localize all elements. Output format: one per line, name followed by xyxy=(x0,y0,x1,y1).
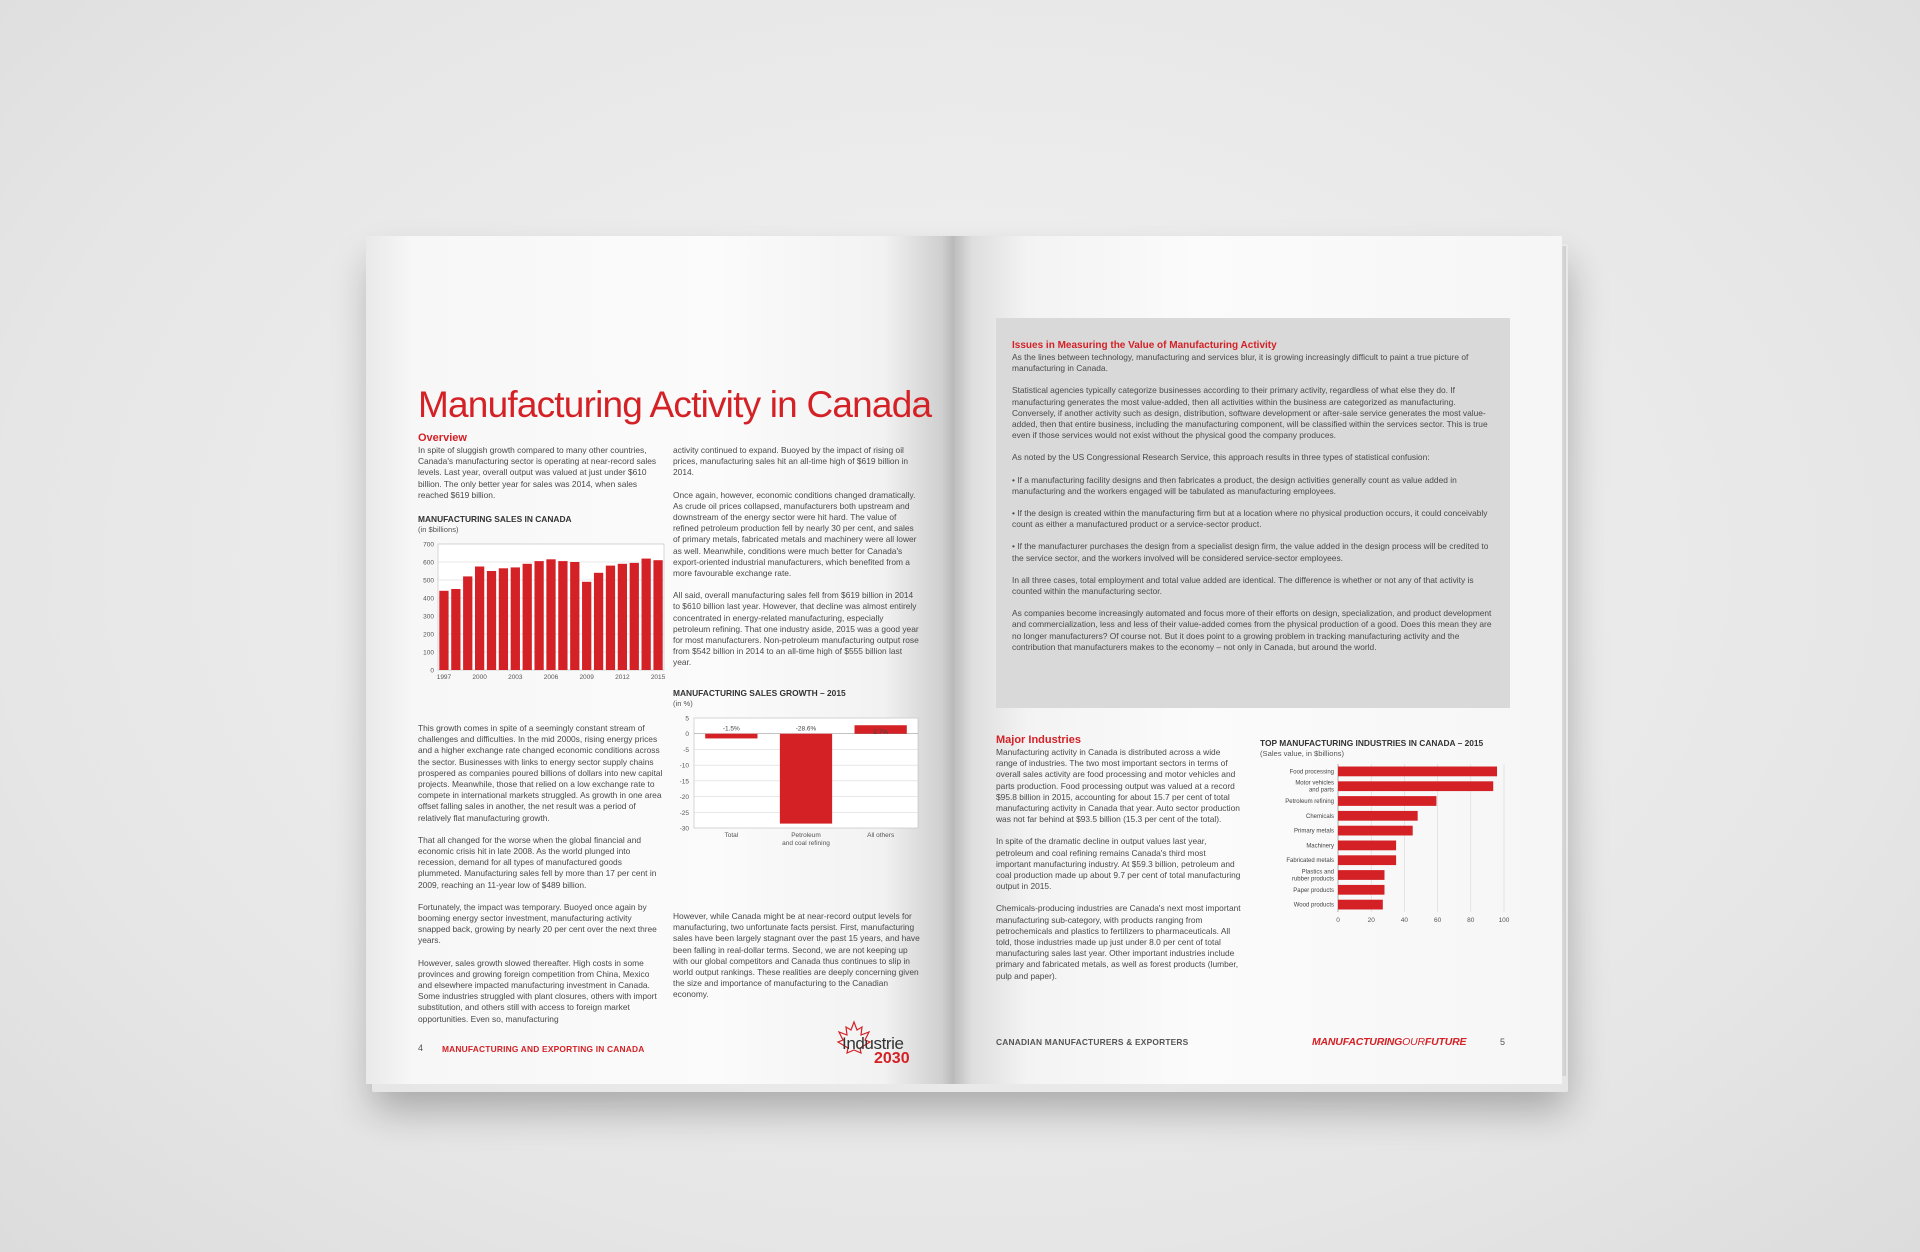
y-tick-label: Paper products xyxy=(1293,887,1334,894)
left-page xyxy=(366,236,954,1084)
data-label: -28.6% xyxy=(795,725,817,733)
bar xyxy=(1338,855,1396,865)
bar xyxy=(534,561,543,670)
box-heading: Issues in Measuring the Value of Manufacturing Activity xyxy=(1012,340,1277,351)
right-page xyxy=(954,236,1562,1084)
sales-growth-chart xyxy=(666,714,926,852)
bar xyxy=(1338,826,1413,836)
paragraph: This growth comes in spite of a seemingly constant stream of challenges and difficulties. In the mid 2000s, rising energy prices and a higher exchange rate changed economic conditions across the sector. Businesses with links to energy sector supply chains prospered as companies poured billions of dollars into new capital projects. Meanwhile, those that relied on a low exchange rate to compete in international markets struggled. As growth in one area offset falling sales in another, the net result was a period of relatively flat manufacturing growth. xyxy=(418,723,663,823)
bar xyxy=(523,564,532,670)
paragraph: • If a manufacturing facility designs and then fabricates a product, the design activities generally count as value added in manufacturing and the workers engaged will be tabulated as manufacturing employees. xyxy=(1012,474,1457,496)
top-industries-chart xyxy=(1252,760,1512,928)
y-tick-label: Fabricated metals xyxy=(1286,858,1334,865)
x-tick-label: 20 xyxy=(1367,917,1375,924)
y-tick-label: 100 xyxy=(423,649,434,657)
brand-bold: MANUFACTURING xyxy=(1312,1036,1403,1048)
footer-title: MANUFACTURING AND EXPORTING IN CANADA xyxy=(442,1044,645,1054)
y-tick-label: 5 xyxy=(685,715,689,723)
y-tick-label: 500 xyxy=(423,577,434,585)
x-tick-label: 60 xyxy=(1433,917,1442,924)
x-tick-label: 80 xyxy=(1467,917,1475,924)
y-tick-label: 0 xyxy=(685,731,689,739)
bar xyxy=(511,567,520,670)
x-tick-label: 0 xyxy=(1336,917,1340,924)
bar xyxy=(594,573,603,670)
paragraph: Statistical agencies typically categorize businesses according to their primary activity, regardless of what else they do. If manufacturing generates the most value-added, then all activities within the business are categorized as manufacturing. Conversely, if another activity such as design, distribution, software development or after-sale service generates the most value-added, then that entire business, including the manufacturing component, will be classified within the services sector. This is true even if those services would not exist without the physical good the company produces. xyxy=(1012,385,1488,441)
paragraph: As the lines between technology, manufacturing and services blur, it is growing increasingly difficult to paint a true picture of manufacturing in Canada. xyxy=(1012,352,1469,374)
box-body xyxy=(1012,352,1500,664)
y-tick-label: Plastics and xyxy=(1301,869,1334,876)
industrie-2030-logo xyxy=(834,1020,934,1078)
x-tick-label: 1997 xyxy=(436,674,452,681)
page-number: 5 xyxy=(1500,1037,1506,1047)
y-tick-label: 300 xyxy=(423,613,434,621)
bar xyxy=(463,576,472,670)
overview-heading: Overview xyxy=(418,432,467,444)
x-tick-label: 2003 xyxy=(508,674,523,681)
x-tick-label: 2009 xyxy=(579,674,594,681)
chart2-subtitle: (in %) xyxy=(673,699,693,708)
manufacturing-our-future-brand xyxy=(1312,1036,1466,1048)
bar xyxy=(1338,811,1418,821)
paragraph: In all three cases, total employment and total value added are identical. The difference is whether or not any of that activity is counted within the manufacturing sector. xyxy=(1012,574,1474,597)
bar xyxy=(1338,796,1436,806)
chart2-title: MANUFACTURING SALES GROWTH – 2015 xyxy=(673,688,846,698)
col2-body xyxy=(673,445,921,680)
y-tick-label: Wood products xyxy=(1293,902,1334,909)
paragraph: However, while Canada might be at near-record output levels for manufacturing, two unfortunate facts persist. First, manufacturing sales have been largely stagnant over the past 15 years, and have been falling in real-dollar terms. Second, we are not keeping up with our global competitors and Canada thus continues to slip in world output rankings. These realities are deeply concerning given the size and importance of manufacturing to the Canadian economy. xyxy=(673,911,920,1000)
bar xyxy=(1338,885,1384,895)
x-tick-label: 100 xyxy=(1498,917,1510,924)
chart1-subtitle: (in $billions) xyxy=(418,525,459,534)
bar xyxy=(487,571,496,670)
y-tick-label: and parts xyxy=(1308,787,1334,794)
col1-body xyxy=(418,723,664,1036)
bar xyxy=(558,561,567,670)
paragraph: activity continued to expand. Buoyed by the impact of rising oil prices, manufacturing sales hit an all-time high of $619 billion in 2014. xyxy=(673,445,909,478)
bar xyxy=(475,567,484,671)
paragraph: In spite of sluggish growth compared to many other countries, Canada's manufacturing sector is operating at near-record sales levels. Last year, overall output was valued at just under $610 billion. The only better year for sales was 2014, when sales reached $619 billion. xyxy=(418,445,657,500)
bar xyxy=(1338,841,1396,851)
bar xyxy=(451,589,460,670)
bar xyxy=(582,582,591,670)
brand-light: OUR xyxy=(1402,1036,1425,1048)
logo-word: Industrie xyxy=(842,1034,904,1053)
chart3-subtitle: (Sales value, in $billions) xyxy=(1260,749,1344,758)
y-tick-label: 400 xyxy=(423,595,434,603)
x-tick-label: 2015 xyxy=(650,674,666,681)
bar xyxy=(642,559,651,670)
paragraph: • If the design is created within the manufacturing firm but at a location where no physical production occurs, it could conceivably count as either a manufactured product or a service-sector product. xyxy=(1012,508,1488,530)
bar xyxy=(630,563,639,670)
paragraph: Once again, however, economic conditions changed dramatically. As crude oil prices collapsed, manufacturers both upstream and downstream of the energy sector were hit hard. The value of refined petroleum production fell by nearly 30 per cent, and sales of primary metals, fabricated metals and machinery were all lower as well. Meanwhile, conditions were much better for Canada's export-oriented industrial manufacturers, which benefited from a more favourable exchange rate. xyxy=(673,489,917,579)
sidebar-box xyxy=(996,318,1510,708)
y-tick-label: -5 xyxy=(683,746,689,754)
paragraph: That all changed for the worse when the global financial and economic crisis hit in late 2008. As the world plunged into recession, demand for all types of manufactured goods plummeted. Manufacturing sales fell by more than 17 per cent in 2009, reaching an 11-year low of $489 billion. xyxy=(418,834,657,890)
y-tick-label: Primary metals xyxy=(1293,828,1334,835)
x-tick-label: 2006 xyxy=(543,674,559,681)
y-tick-label: 600 xyxy=(423,559,434,567)
paragraph: Fortunately, the impact was temporary. Buoyed once again by booming energy sector investment, manufacturing activity snapped back, growing by nearly 20 per cent over the next three years. xyxy=(418,901,657,946)
bar xyxy=(1338,870,1384,880)
x-tick-label: and coal refining xyxy=(782,840,830,847)
paragraph: In spite of the dramatic decline in output values last year, petroleum and coal refining remains Canada's third most important manufacturing industry. At $59.3 billion, petroleum and coal production made up about 9.7 per cent of total manufacturing output in 2015. xyxy=(996,836,1241,892)
bar xyxy=(606,566,615,670)
y-tick-label: -15 xyxy=(679,778,689,786)
x-tick-label: All others xyxy=(867,832,895,839)
x-tick-label: 40 xyxy=(1400,917,1409,924)
data-label: -1.5% xyxy=(722,725,740,733)
bar xyxy=(499,568,508,670)
bar xyxy=(570,562,579,670)
chart3-title: TOP MANUFACTURING INDUSTRIES IN CANADA – 2015 xyxy=(1260,738,1484,748)
paragraph: Chemicals-producing industries are Canada's next most important manufacturing sub-category, with products ranging from petrochemicals and plastics to fertilizers to pharmaceuticals. All told, those industries made up just under 8.0 per cent of total manufacturing sales last year. Other important industries include primary and fabricated metals, as well as forest products (lumber, pulp and paper). xyxy=(996,903,1241,981)
bar xyxy=(653,560,662,670)
y-tick-label: -30 xyxy=(679,825,689,833)
x-tick-label: 2000 xyxy=(472,674,487,681)
bar xyxy=(1338,900,1383,910)
y-tick-label: -20 xyxy=(679,794,689,802)
col1-intro xyxy=(418,445,664,512)
x-tick-label: Total xyxy=(724,832,739,839)
brand-bold-2: FUTURE xyxy=(1424,1036,1467,1048)
bar xyxy=(439,591,448,670)
y-tick-label: rubber products xyxy=(1291,876,1334,883)
col2-body-lower xyxy=(673,911,923,1012)
y-tick-label: 700 xyxy=(423,541,434,549)
paragraph: However, sales growth slowed thereafter. High costs in some provinces and growing foreign competition from China, Mexico and elsewhere impacted manufacturing investment in Canada. Some industries struggled with plant closures, others with import substitution, and others still with access to foreign market opportunities. Even so, manufacturing xyxy=(418,957,657,1024)
paragraph: As companies become increasingly automated and focus more of their efforts on design, specialization, and product development and commercialization, less and less of their value-added comes from the physical production of a good. Does this mean they are no longer manufacturers? Of course not. But it does point to a growing problem in tracking manufacturing activity and the contribution that manufacturers makes to the economy – not only in Canada, but around the world. xyxy=(1012,608,1492,652)
page-number: 4 xyxy=(418,1043,424,1053)
y-tick-label: Machinery xyxy=(1306,843,1334,850)
major-industries-heading: Major Industries xyxy=(996,734,1081,746)
y-tick-label: Motor vehicles xyxy=(1295,780,1334,787)
manufacturing-sales-chart xyxy=(412,540,670,696)
logo-year: 2030 xyxy=(874,1050,910,1067)
bar xyxy=(1338,781,1493,791)
data-label: 2.7% xyxy=(873,729,889,737)
x-tick-label: Petroleum xyxy=(791,832,821,839)
chart1-title: MANUFACTURING SALES IN CANADA xyxy=(418,514,572,524)
major-industries-body xyxy=(996,747,1242,993)
bar xyxy=(705,734,757,739)
footer-title: CANADIAN MANUFACTURERS & EXPORTERS xyxy=(996,1037,1189,1047)
paragraph: Manufacturing activity in Canada is distributed across a wide range of industries. The two most important sectors in terms of overall sales activity are food processing and motor vehicles and parts production. Food processing output was valued at a record $95.8 billion in 2015, accounting for about 15.7 per cent of total manufacturing activity in Canada that year. Auto sector production was not far behind at $93.5 billion (15.3 per cent of the total). xyxy=(996,747,1240,825)
y-tick-label: Petroleum refining xyxy=(1285,799,1334,805)
y-tick-label: Food processing xyxy=(1289,769,1334,776)
y-tick-label: 0 xyxy=(430,667,434,675)
paragraph: All said, overall manufacturing sales fell from $619 billion in 2014 to $610 billion last year. However, that decline was almost entirely concentrated in energy-related manufacturing, especially petroleum refining. That one industry aside, 2015 was a good year for most manufacturers. Non-petroleum manufacturing output rose from $542 billion in 2014 to an all-time high of $555 billion last year. xyxy=(673,590,919,668)
bar xyxy=(546,559,555,670)
page-title: Manufacturing Activity in Canada xyxy=(418,384,932,425)
bar xyxy=(780,734,832,824)
paragraph: • If the manufacturer purchases the design from a specialist design firm, the value added in the design process will be credited to the service sector, and the workers involved will be considered service-sector employees. xyxy=(1012,541,1489,563)
y-tick-label: Chemicals xyxy=(1305,813,1334,820)
bar xyxy=(1338,767,1497,777)
paragraph: As noted by the US Congressional Research Service, this approach results in three types of statistical confusion: xyxy=(1012,452,1430,463)
y-tick-label: 200 xyxy=(423,631,434,639)
bar xyxy=(618,564,627,670)
y-tick-label: -10 xyxy=(679,762,689,770)
x-tick-label: 2012 xyxy=(615,674,630,681)
y-tick-label: -25 xyxy=(679,809,689,817)
